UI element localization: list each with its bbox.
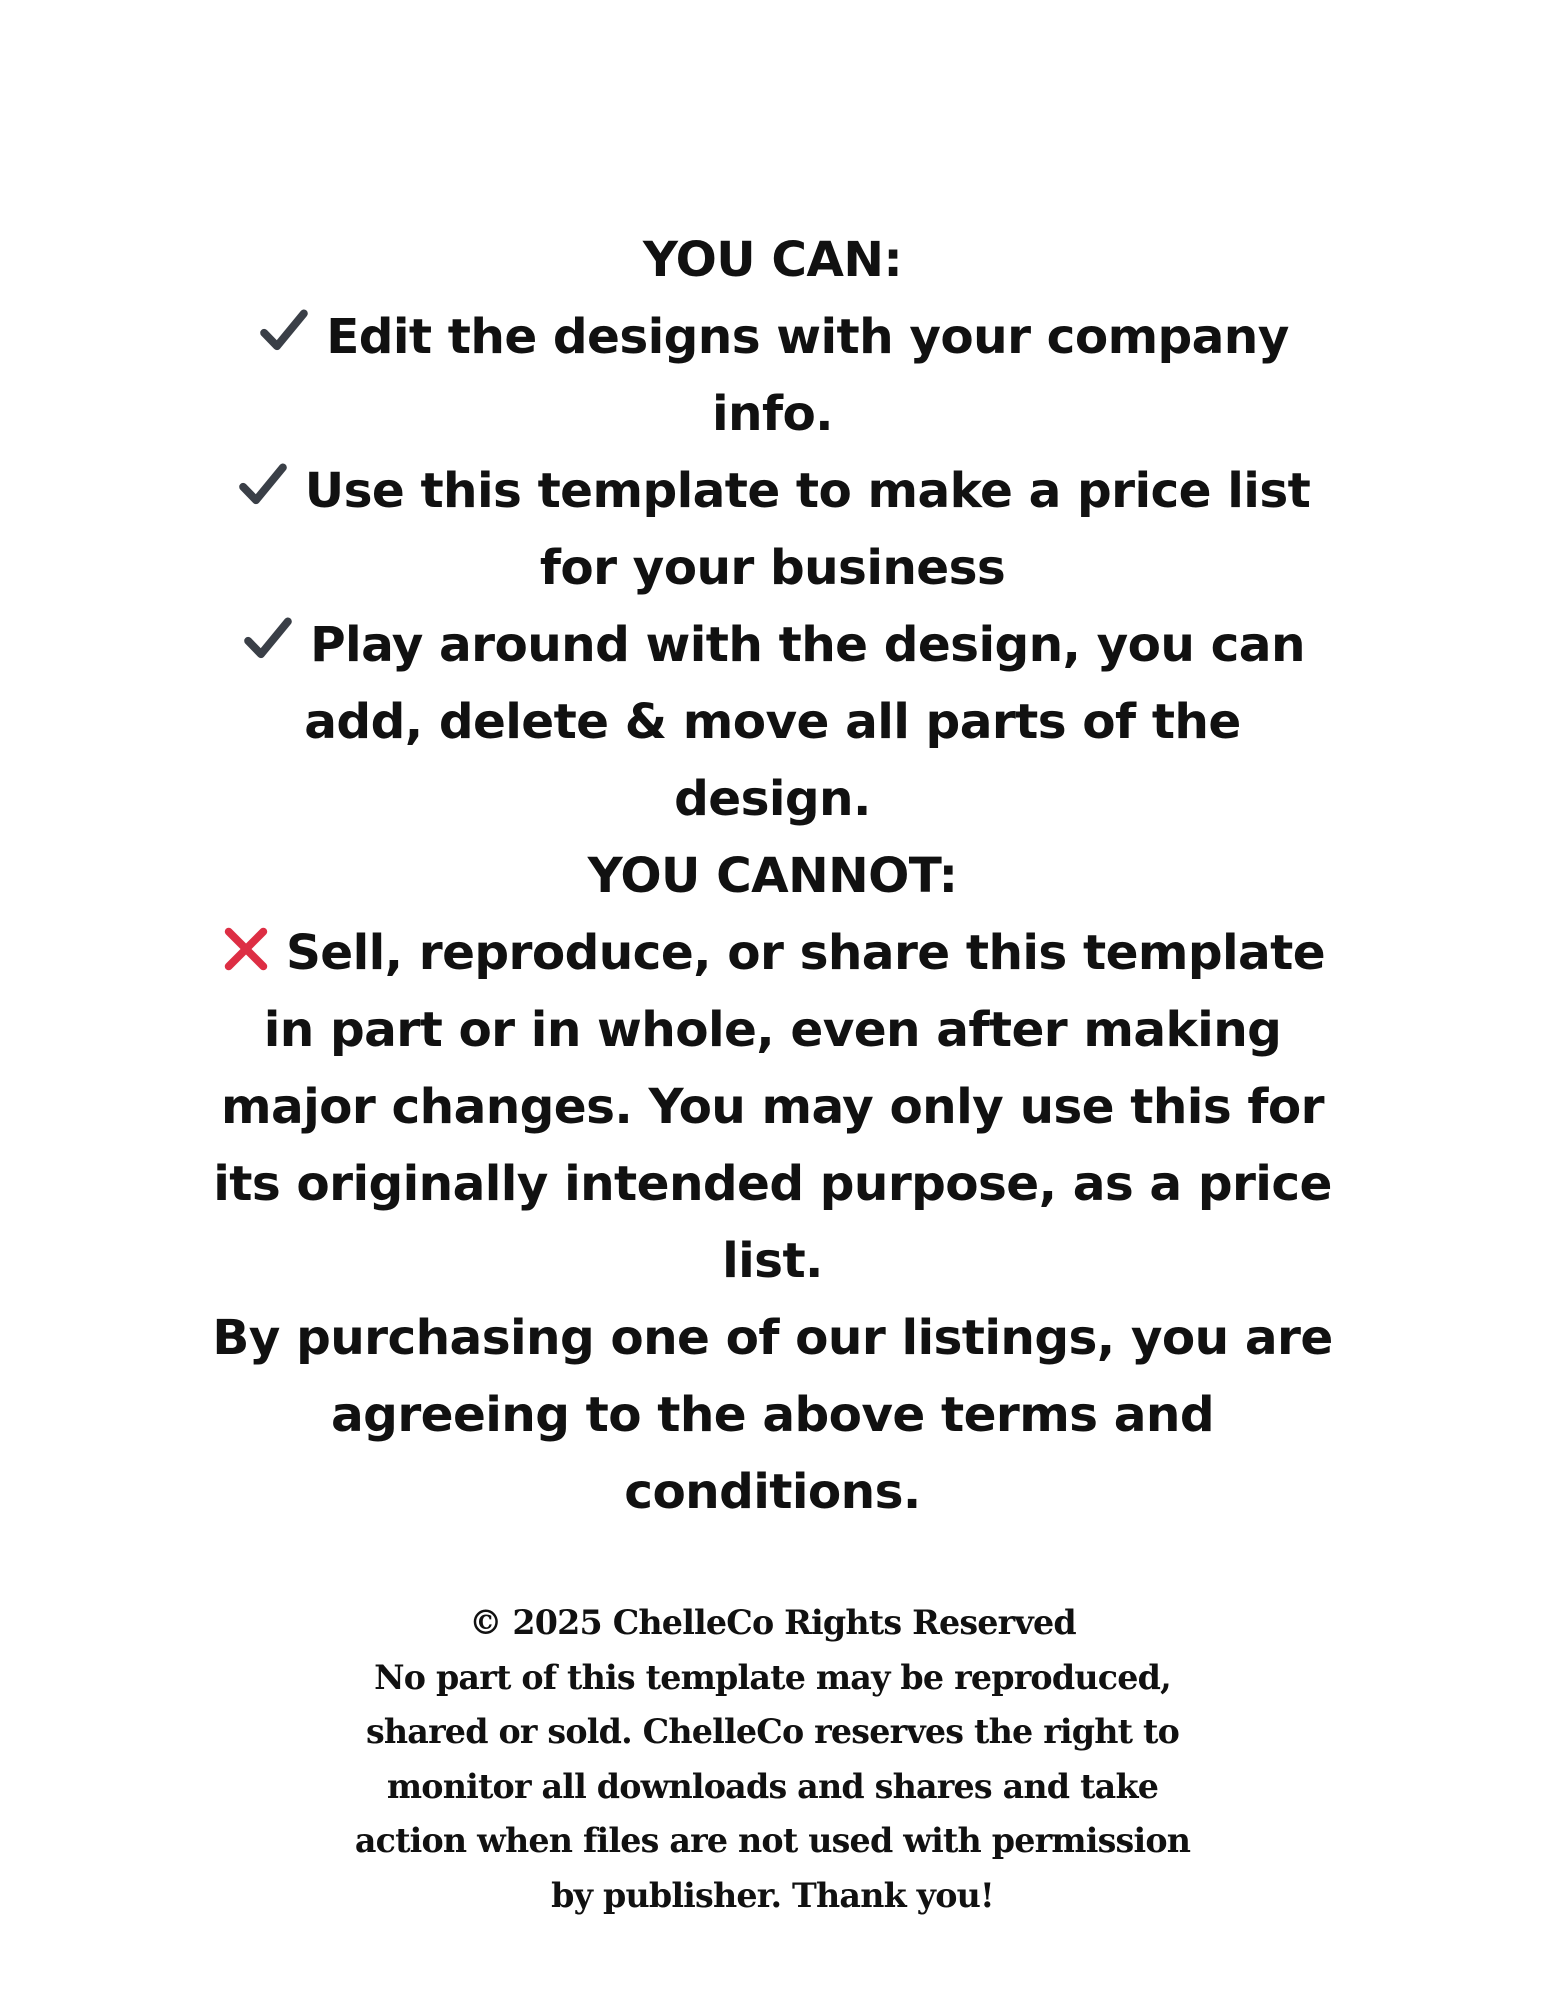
can-item-1-line-2: info. [711,386,834,442]
can-item-2-text-1: Use this template to make a price list [304,463,1311,519]
check-mark-icon [256,303,312,359]
check-mark-icon [240,611,296,667]
cannot-item-1-line-3: major changes. You may only use this for [221,1079,1324,1135]
can-item-3-line-2: add, delete & move all parts of the [304,694,1241,750]
footer-line-3: shared or sold. ChelleCo reserves the right to [365,1712,1180,1751]
copyright-footer [0,1596,1545,1923]
can-item-2-line-2: for your business [539,540,1006,596]
can-item-3-text-1: Play around with the design, you can [310,617,1305,673]
cannot-item-1-line-2: in part or in whole, even after making [263,1002,1282,1058]
footer-line-4: monitor all downloads and shares and take [386,1766,1159,1806]
cannot-heading: YOU CANNOT: [587,848,958,904]
cross-mark-icon [220,923,272,975]
agreement-line-3: conditions. [624,1464,921,1520]
cannot-item-1-line-5: list. [722,1233,823,1289]
footer-line-6: by publisher. Thank you! [551,1875,994,1915]
can-item-1-line-1 [0,299,1545,376]
check-mark-icon [235,457,291,513]
agreement-line-1: By purchasing one of our listings, you are [212,1310,1333,1366]
copyright-line: © 2025 ChelleCo Rights Reserved [469,1603,1076,1642]
cannot-item-1-line-1 [0,915,1545,992]
cannot-item-1-line-4: its originally intended purpose, as a price [213,1156,1332,1212]
terms-section [0,222,1545,1531]
footer-line-5: action when files are not used with permission [354,1821,1191,1860]
cannot-item-1-text-1: Sell, reproduce, or share this template [285,925,1326,981]
footer-line-2: No part of this template may be reproduced, [374,1657,1171,1697]
can-item-2-line-1 [0,453,1545,530]
can-heading: YOU CAN: [642,232,903,288]
can-item-3-line-1 [0,607,1545,684]
agreement-line-2: agreeing to the above terms and [331,1387,1214,1443]
can-item-1-text-1: Edit the designs with your company [326,309,1289,365]
can-item-3-line-3: design. [674,771,871,827]
